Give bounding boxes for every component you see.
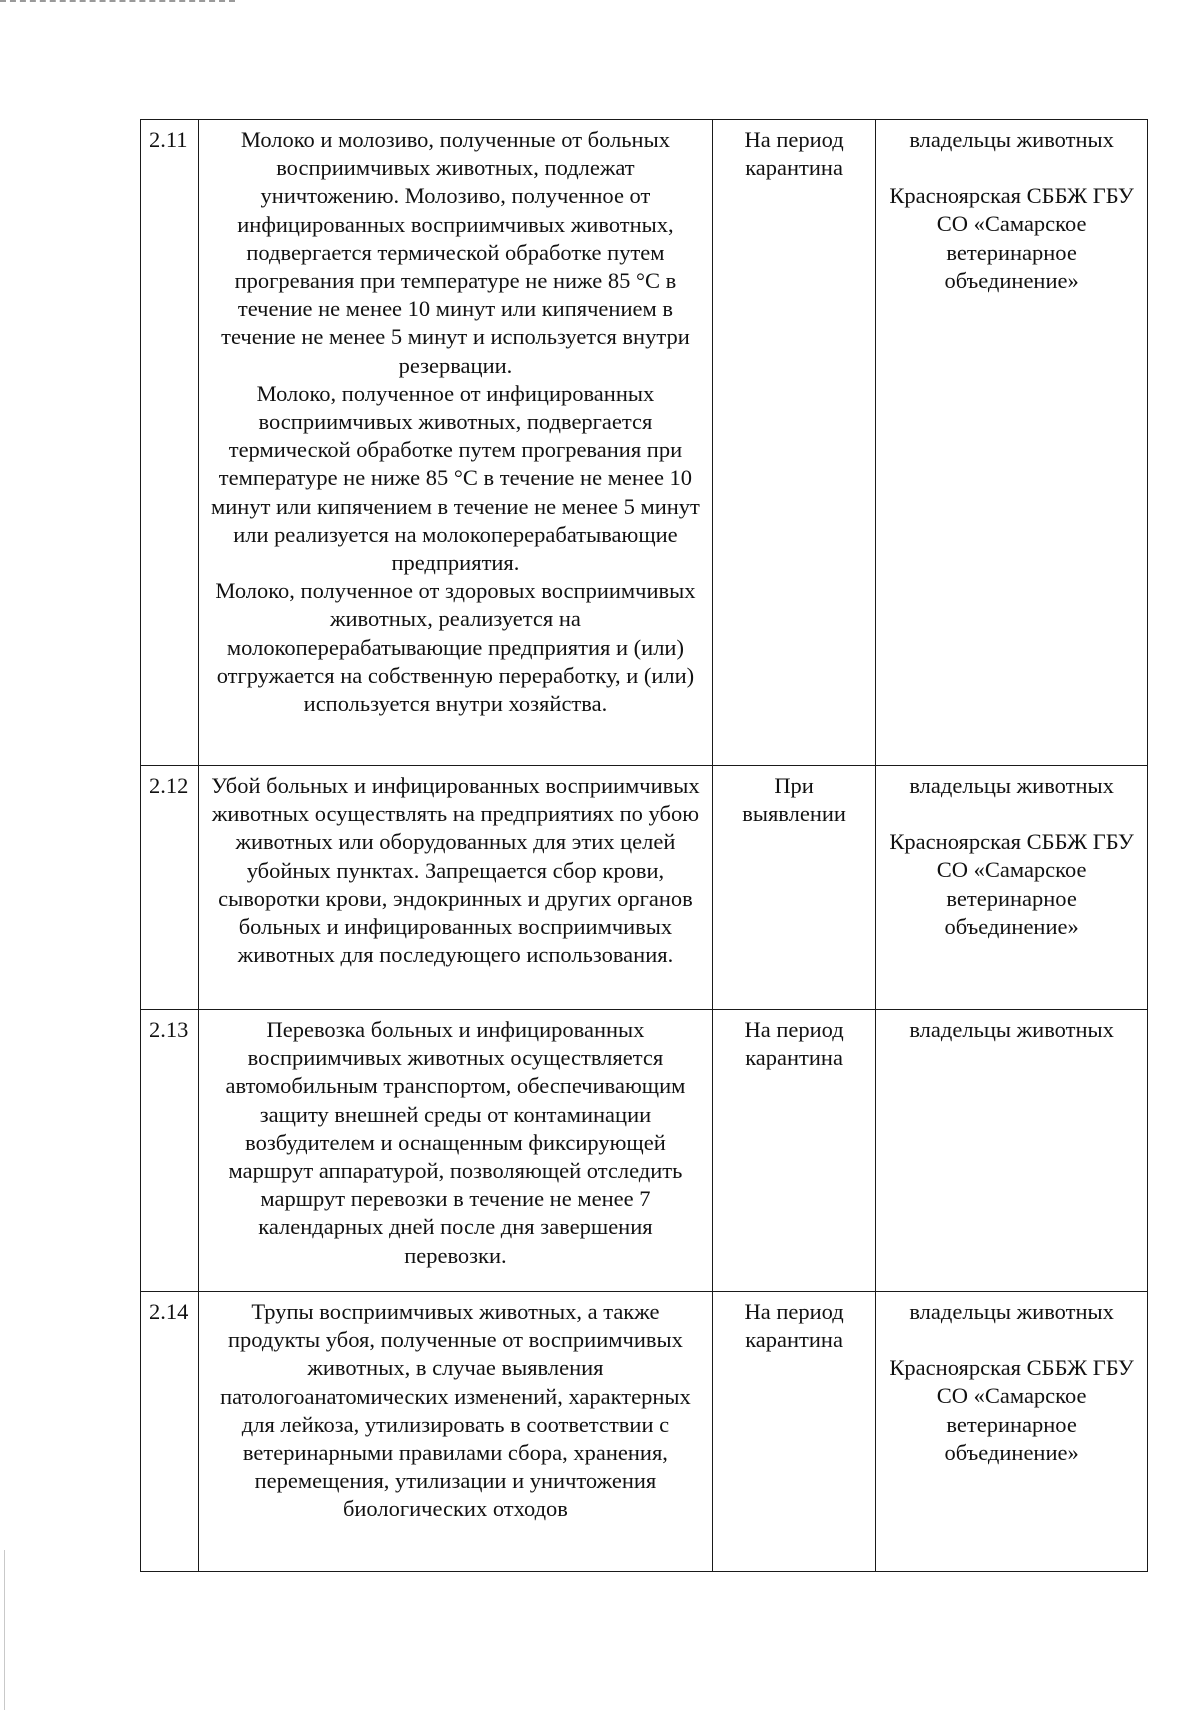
item-number: 2.14: [141, 1292, 199, 1572]
page-edge-line: [4, 1550, 5, 1710]
responsible-text: [876, 1010, 1148, 1292]
spacer: [884, 800, 1139, 828]
term-text: На период карантина: [712, 120, 875, 766]
responsible-owner: владельцы животных: [909, 1299, 1114, 1324]
item-number: 2.11: [141, 120, 199, 766]
measure-paragraph: Молоко, полученное от инфицированных восприимчивых животных, подвергается термической обработке путем прогревания при температуре не ниже 85 °С в течение не менее 10 минут или кипячением в течение не менее 5 минут или реализуется на молокоперерабатывающие предприятия.: [211, 380, 700, 576]
measure-text: [198, 1010, 712, 1292]
responsible-owner: владельцы животных: [909, 773, 1114, 798]
measure-paragraph: Молоко и молозиво, полученные от больных восприимчивых животных, подлежат уничтожению. Молозиво, полученное от инфицированных восприимчивых животных, подвергается термической обработке путем прогревания при температуре не ниже 85 °С в течение не менее 10 минут или кипячением в течение не менее 5 минут и используется внутри резервации.: [221, 127, 690, 378]
table-row: [141, 766, 1148, 1010]
item-number: 2.12: [141, 766, 199, 1010]
measure-text: [198, 120, 712, 766]
table-row: [141, 1292, 1148, 1572]
responsible-text: [876, 766, 1148, 1010]
scan-edge-mark: [0, 0, 235, 2]
term-text: На период карантина: [712, 1292, 875, 1572]
responsible-org: Красноярская СББЖ ГБУ СО «Самарское ветеринарное объединение»: [889, 183, 1134, 293]
responsible-owner: владельцы животных: [909, 127, 1114, 152]
term-text: На период карантина: [712, 1010, 875, 1292]
measure-paragraph: Трупы восприимчивых животных, а также продукты убоя, полученные от восприимчивых животных, в случае выявления патологоанатомических изменений, характерных для лейкоза, утилизировать в соответствии с ветеринарными правилами сбора, хранения, перемещения, утилизации и уничтожения биологических отходов: [220, 1299, 691, 1522]
table-row: [141, 1010, 1148, 1292]
responsible-org: Красноярская СББЖ ГБУ СО «Самарское ветеринарное объединение»: [889, 829, 1134, 939]
responsible-owner: владельцы животных: [909, 1017, 1114, 1042]
spacer: [884, 154, 1139, 182]
measures-table: [140, 119, 1148, 1572]
table-row: [141, 120, 1148, 766]
measure-text: [198, 766, 712, 1010]
measure-text: [198, 1292, 712, 1572]
term-text: При выявлении: [712, 766, 875, 1010]
measure-paragraph: Убой больных и инфицированных восприимчивых животных осуществлять на предприятиях по убою животных или оборудованных для этих целей убойных пунктах. Запрещается сбор крови, сыворотки крови, эндокринных и других органов больных и инфицированных восприимчивых животных для последующего использования.: [211, 773, 700, 968]
item-number: 2.13: [141, 1010, 199, 1292]
responsible-org: Красноярская СББЖ ГБУ СО «Самарское ветеринарное объединение»: [889, 1355, 1134, 1465]
spacer: [884, 1326, 1139, 1354]
responsible-text: [876, 1292, 1148, 1572]
measure-paragraph: Перевозка больных и инфицированных восприимчивых животных осуществляется автомобильным транспортом, обеспечивающим защиту внешней среды от контаминации возбудителем и оснащенным фиксирующей маршрут аппаратурой, позволяющей отследить маршрут перевозки в течение не менее 7 календарных дней после дня завершения перевозки.: [225, 1017, 686, 1268]
responsible-text: [876, 120, 1148, 766]
measure-paragraph: Молоко, полученное от здоровых восприимчивых животных, реализуется на молокоперерабатывающие предприятия и (или) отгружается на собственную переработку, и (или) используется внутри хозяйства.: [215, 578, 696, 717]
